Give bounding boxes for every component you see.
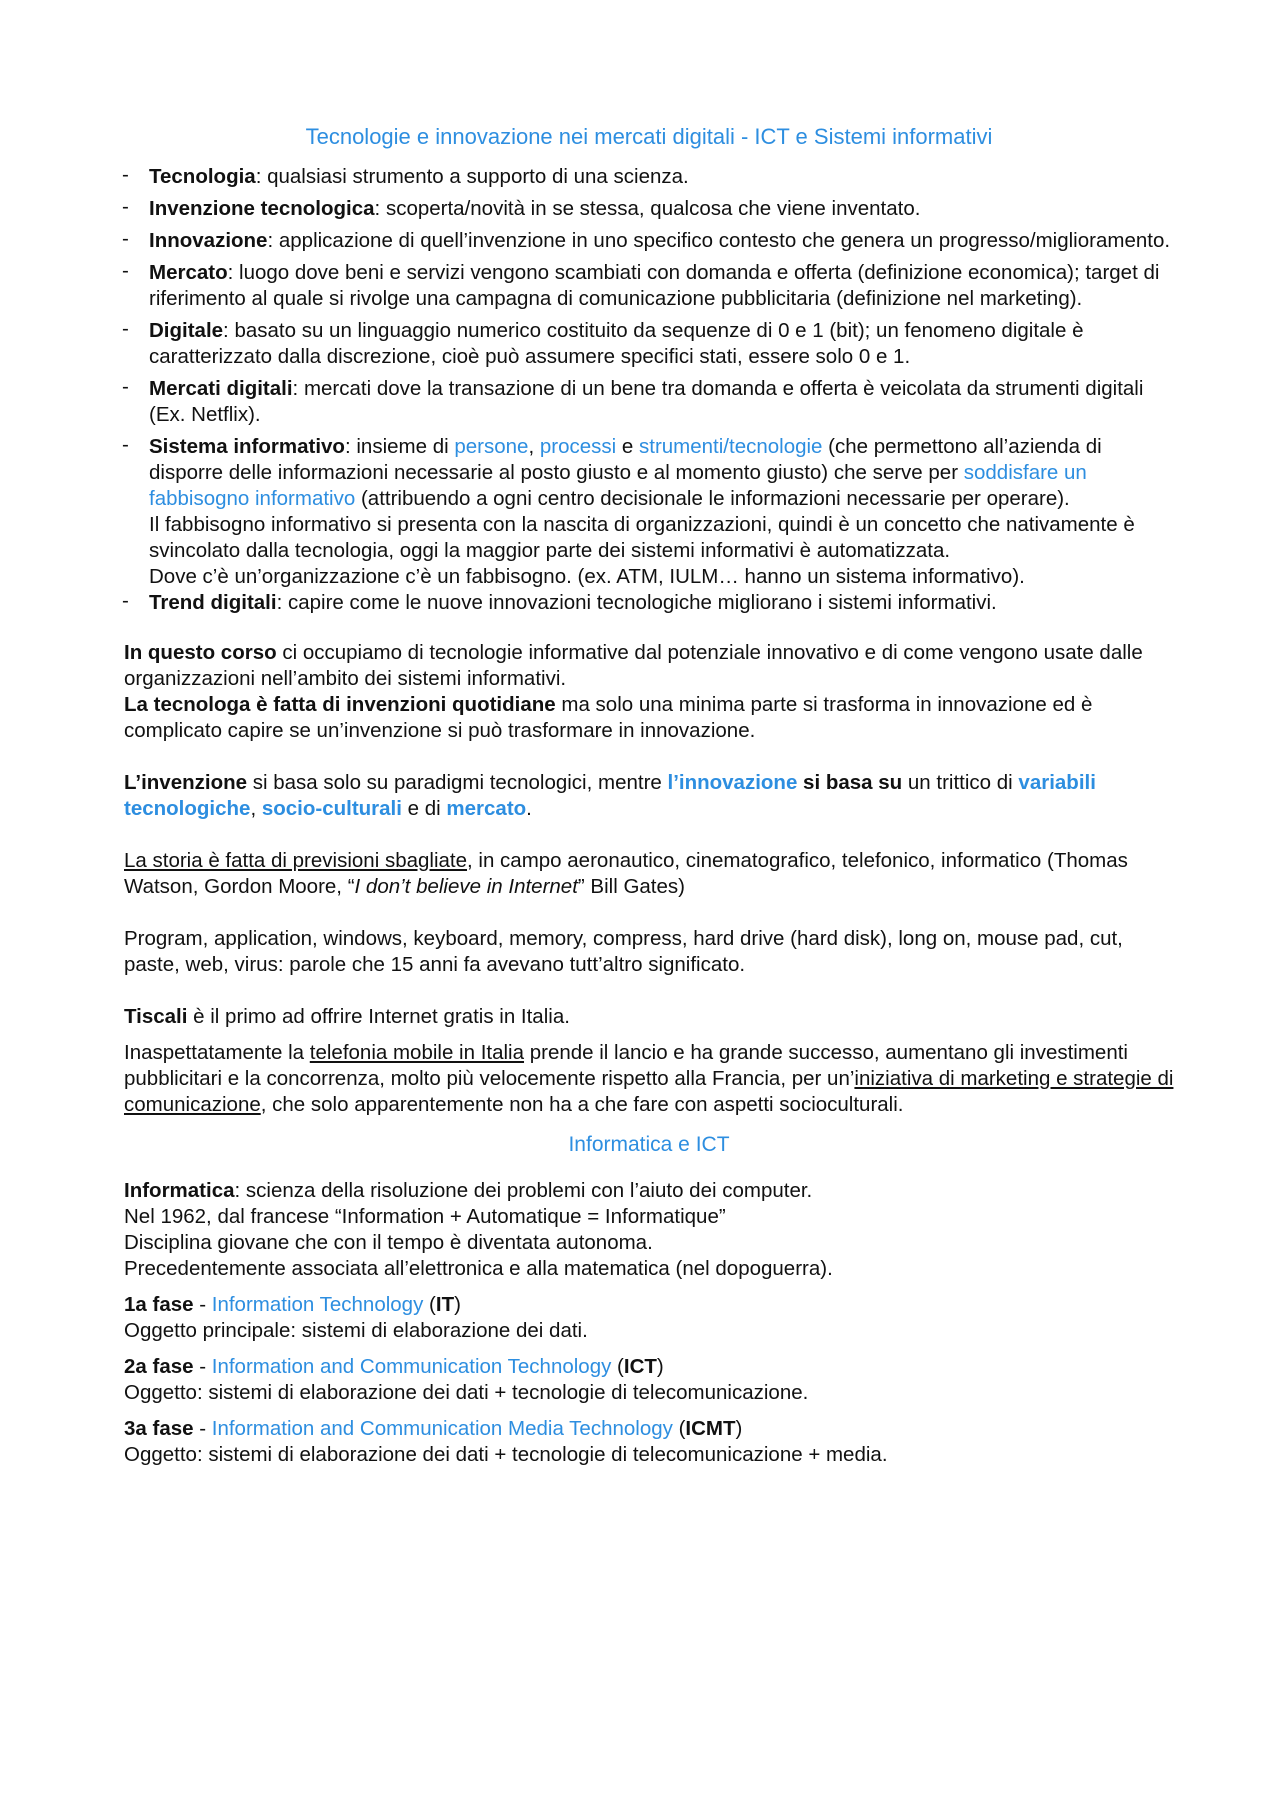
definition-term: Trend digitali xyxy=(149,591,277,614)
definition-term: Mercato xyxy=(149,261,228,284)
phase-name: Information Technology xyxy=(211,1293,424,1316)
definition-item: - Invenzione tecnologica: scoperta/novità in se stessa, qualcosa che viene inventato. xyxy=(124,196,1174,222)
phase-name: Information and Communication Media Technology xyxy=(211,1417,673,1440)
phase-label: 2a fase xyxy=(124,1355,194,1378)
phase-abbr: ICMT xyxy=(685,1417,736,1440)
definition-text: mercati dove la transazione di un bene tra domanda e offerta è veicolata da strumenti digitali (Ex. Netflix). xyxy=(149,377,1144,426)
phase-label: 3a fase xyxy=(124,1417,194,1440)
phase-desc: Oggetto: sistemi di elaborazione dei dati + tecnologie di telecomunicazione + media. xyxy=(124,1443,888,1466)
definition-term: Invenzione tecnologica xyxy=(149,197,375,220)
sistema-paragraph: Dove c’è un’organizzazione c’è un fabbisogno. (ex. ATM, IULM… hanno un sistema informativo). xyxy=(149,565,1025,588)
highlight-strumenti: strumenti/tecnologie xyxy=(639,435,823,458)
paragraph-tiscali: Tiscali è il primo ad offrire Internet gratis in Italia. xyxy=(124,1005,570,1028)
highlight-processi: processi xyxy=(539,435,617,458)
definition-item: - Trend digitali: capire come le nuove innovazioni tecnologiche migliorano i sistemi informativi. xyxy=(124,590,1174,616)
document-content xyxy=(124,122,1174,1478)
phase-block: 3a fase - Information and Communication Media Technology (ICMT) Oggetto: sistemi di elaborazione dei dati + tecnologie di telecomunicazione + media. xyxy=(124,1416,1174,1468)
definition-item: - Mercati digitali: mercati dove la transazione di un bene tra domanda e offerta è veicolata da strumenti digitali (Ex. Netflix). xyxy=(124,376,1174,428)
definition-text: capire come le nuove innovazioni tecnologiche migliorano i sistemi informativi. xyxy=(287,591,997,614)
section-title-informatica: Informatica e ICT xyxy=(568,1133,730,1156)
definition-term: Innovazione xyxy=(149,229,268,252)
definition-text: qualsiasi strumento a supporto di una scienza. xyxy=(267,165,689,188)
definitions-list xyxy=(124,164,1174,616)
phase-name: Information and Communication Technology xyxy=(211,1355,612,1378)
paragraph-tecnologa: La tecnologa è fatta di invenzioni quotidiane ma solo una minima parte si trasforma in innovazione ed è complicato capire se un’invenzione si può trasformare in innovazione. xyxy=(124,693,1093,742)
definition-item-sistema: - Sistema informativo: insieme di persone, processi e strumenti/tecnologie (che permettono all’azienda di disporre delle informazioni necessarie al posto giusto e al momento giusto) che serve per soddisfare un fabbisogno informativo (attribuendo a ogni centro decisionale le informazioni necessarie per operare). Il fabbisogno informativo si presenta con la nascita di organizzazioni, quindi è un concetto che nativamente è svincolato dalla tecnologia, oggi la maggior parte dei sistemi informativi è automatizzata. Dove c’è un’organizzazione c’è un fabbisogno. (ex. ATM, IULM… hanno un sistema informativo). xyxy=(124,434,1174,590)
document-title: Tecnologie e innovazione nei mercati digitali - ICT e Sistemi informativi xyxy=(305,124,993,149)
phase-desc: Oggetto: sistemi di elaborazione dei dati + tecnologie di telecomunicazione. xyxy=(124,1381,809,1404)
phase-label: 1a fase xyxy=(124,1293,194,1316)
definition-item: - Digitale: basato su un linguaggio numerico costituito da sequenze di 0 e 1 (bit); un fenomeno digitale è caratterizzato dalla discrezione, cioè può assumere specifici stati, essere solo 0 e 1. xyxy=(124,318,1174,370)
definition-text: scoperta/novità in se stessa, qualcosa che viene inventato. xyxy=(385,197,921,220)
definition-term: Sistema informativo xyxy=(149,435,345,458)
definition-term: Tecnologia xyxy=(149,165,256,188)
sistema-paragraph: Il fabbisogno informativo si presenta con la nascita di organizzazioni, quindi è un concetto che nativamente è svincolato dalla tecnologia, oggi la maggior parte dei sistemi informativi è automatizzata. xyxy=(149,513,1135,562)
definition-term: Digitale xyxy=(149,319,224,342)
definition-term: Mercati digitali xyxy=(149,377,293,400)
paragraph-program: Program, application, windows, keyboard, memory, compress, hard drive (hard disk), long on, mouse pad, cut, paste, web, virus: parole che 15 anni fa avevano tutt’altro significato. xyxy=(124,927,1123,976)
phase-block: 2a fase - Information and Communication Technology (ICT) Oggetto: sistemi di elaborazione dei dati + tecnologie di telecomunicazione. xyxy=(124,1354,1174,1406)
highlight-soddisfare: soddisfare un fabbisogno informativo xyxy=(149,461,1087,510)
paragraph-storia: La storia è fatta di previsioni sbagliate, in campo aeronautico, cinematografico, telefonico, informatico (Thomas Watson, Gordon Moore, “I don’t believe in Internet” Bill Gates) xyxy=(124,849,1128,898)
paragraph-telefonia: Inaspettatamente la telefonia mobile in Italia prende il lancio e ha grande successo, aumentano gli investimenti pubblicitari e la concorrenza, molto più velocemente rispetto alla Francia, per un’iniziativa di marketing e strategie di comunicazione, che solo apparentemente non ha a che fare con aspetti socioculturali. xyxy=(124,1041,1174,1116)
paragraph-corso: In questo corso ci occupiamo di tecnologie informative dal potenziale innovativo e di come vengono usate dalle organizzazioni nell’ambito dei sistemi informativi. xyxy=(124,641,1143,690)
definition-item: - Mercato: luogo dove beni e servizi vengono scambiati con domanda e offerta (definizione economica); target di riferimento al quale si rivolge una campagna di comunicazione pubblicitaria (definizione nel marketing). xyxy=(124,260,1174,312)
informatica-block: Informatica: scienza della risoluzione dei problemi con l’aiuto dei computer. Nel 1962, dal francese “Information + Automatique = Informatique” Disciplina giovane che con il tempo è diventata autonoma. Precedentemente associata all’elettronica e alla matematica (nel dopoguerra). xyxy=(124,1179,833,1280)
phase-abbr: IT xyxy=(435,1293,455,1316)
definition-text: applicazione di quell’invenzione in uno specifico contesto che genera un progresso/miglioramento. xyxy=(278,229,1171,252)
phase-desc: Oggetto principale: sistemi di elaborazione dei dati. xyxy=(124,1319,588,1342)
highlight-persone: persone xyxy=(454,435,529,458)
phase-abbr: ICT xyxy=(623,1355,657,1378)
definition-text: luogo dove beni e servizi vengono scambiati con domanda e offerta (definizione economica); target di riferimento al quale si rivolge una campagna di comunicazione pubblicitaria (definizione nel marketing). xyxy=(149,261,1160,310)
phase-block: 1a fase - Information Technology (IT) Oggetto principale: sistemi di elaborazione dei dati. xyxy=(124,1292,1174,1344)
definition-item: - Tecnologia: qualsiasi strumento a supporto di una scienza. xyxy=(124,164,1174,190)
definition-item: - Innovazione: applicazione di quell’invenzione in uno specifico contesto che genera un progresso/miglioramento. xyxy=(124,228,1174,254)
paragraph-invenzione: L’invenzione si basa solo su paradigmi tecnologici, mentre l’innovazione si basa su un trittico di variabili tecnologiche, socio-culturali e di mercato. xyxy=(124,771,1096,820)
definition-text: basato su un linguaggio numerico costituito da sequenze di 0 e 1 (bit); un fenomeno digitale è caratterizzato dalla discrezione, cioè può assumere specifici stati, essere solo 0 e 1. xyxy=(149,319,1084,368)
